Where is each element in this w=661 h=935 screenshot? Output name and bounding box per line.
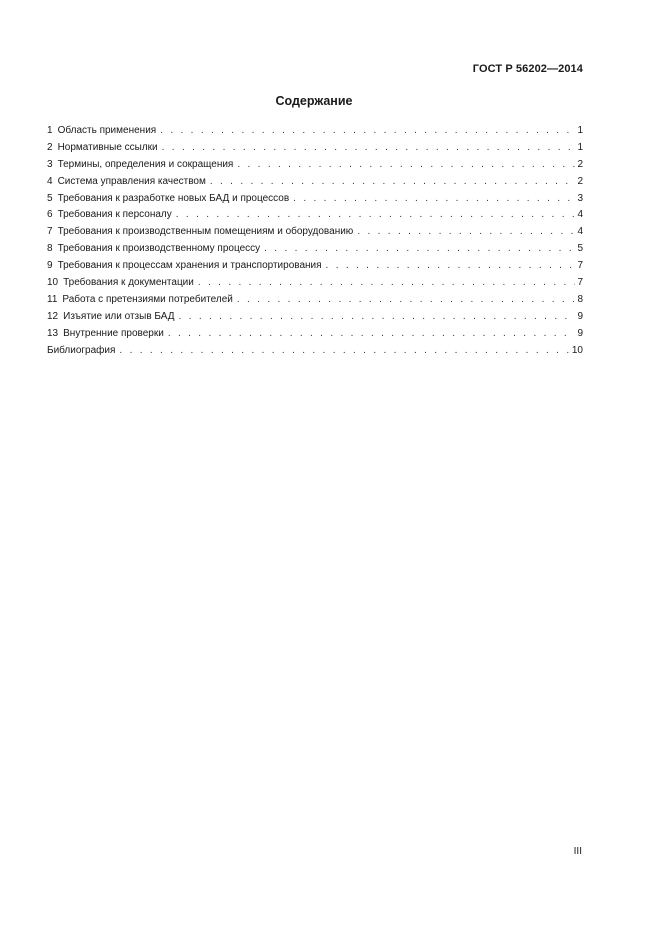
toc-entry[interactable] (47, 209, 583, 226)
toc-leader-dots (357, 226, 575, 238)
toc-entry[interactable] (47, 159, 583, 176)
toc-entry-title: Внутренние проверки (63, 327, 164, 339)
toc-entry-page: 1 (577, 125, 583, 136)
toc-entry-page: 3 (577, 192, 583, 204)
toc-entry-number: 12 (47, 310, 59, 322)
page-number: III (573, 846, 582, 857)
toc-entry-page: 4 (577, 209, 583, 221)
toc-entry[interactable] (47, 294, 583, 311)
toc-leader-dots (198, 277, 576, 289)
toc-entry[interactable] (47, 125, 583, 142)
toc-entry-page: 7 (577, 260, 583, 272)
toc-leader-dots (237, 294, 576, 306)
toc-leader-dots (176, 209, 576, 221)
toc-entry-number: 2 (47, 141, 53, 153)
table-of-contents (47, 125, 583, 361)
toc-leader-dots (264, 243, 575, 255)
toc-entry-number: 13 (47, 327, 59, 339)
toc-entry-page: 10 (571, 344, 583, 356)
toc-entry-title: Требования к производственным помещениям и оборудованию (57, 226, 354, 238)
toc-entry-number: 6 (47, 209, 53, 221)
toc-entry-number: 8 (47, 243, 53, 255)
toc-entry-number: 7 (47, 226, 53, 238)
toc-entry[interactable] (47, 243, 583, 260)
toc-entry-page: 1 (577, 141, 583, 153)
toc-entry[interactable] (47, 260, 583, 277)
toc-leader-dots (210, 176, 576, 188)
toc-leader-dots (293, 193, 575, 205)
toc-leader-dots (237, 159, 575, 171)
toc-entry-title: Изъятие или отзыв БАД (63, 310, 175, 322)
toc-entry-title: Требования к процессам хранения и транспортирования (57, 260, 322, 272)
toc-entry-page: 5 (577, 243, 583, 255)
toc-leader-dots (160, 125, 575, 137)
toc-entry-number: 9 (47, 260, 53, 272)
toc-entry-page: 2 (577, 158, 583, 170)
toc-leader-dots (119, 345, 569, 357)
toc-leader-dots (179, 311, 576, 323)
toc-entry-page: 8 (577, 293, 583, 305)
toc-entry[interactable] (47, 193, 583, 210)
toc-entry-number: 11 (47, 293, 58, 305)
toc-title: Содержание (275, 94, 353, 108)
toc-entry[interactable] (47, 176, 583, 193)
toc-entry-page: 2 (577, 175, 583, 187)
toc-entry-title: Работа с претензиями потребителей (62, 293, 233, 305)
toc-entry-title: Требования к производственному процессу (57, 243, 261, 255)
toc-entry-bibliography[interactable] (47, 345, 583, 362)
toc-entry[interactable] (47, 226, 583, 243)
toc-entry-number: 4 (47, 175, 53, 187)
toc-entry-number: 3 (47, 158, 53, 170)
toc-entry-number: 5 (47, 192, 53, 204)
toc-entry[interactable] (47, 277, 583, 294)
toc-entry-title: Область применения (57, 125, 157, 136)
toc-entry-page: 7 (577, 277, 583, 289)
toc-entry-title: Требования к документации (63, 277, 194, 289)
toc-entry-title: Требования к персоналу (57, 209, 172, 221)
toc-entry-title: Термины, определения и сокращения (57, 158, 234, 170)
toc-leader-dots (162, 142, 576, 154)
toc-entry-title: Нормативные ссылки (57, 141, 158, 153)
toc-entry-title: Система управления качеством (57, 175, 206, 187)
toc-entry-page: 4 (577, 226, 583, 238)
toc-entry[interactable] (47, 142, 583, 159)
toc-leader-dots (326, 260, 576, 272)
toc-entry-number: 10 (47, 277, 59, 289)
toc-entry-page: 9 (577, 310, 583, 322)
toc-leader-dots (168, 328, 576, 340)
document-id: ГОСТ Р 56202—2014 (472, 63, 583, 75)
toc-entry-title: Требования к разработке новых БАД и процессов (57, 192, 290, 204)
toc-entry[interactable] (47, 311, 583, 328)
toc-entry-number: 1 (47, 125, 53, 136)
toc-entry-title: Библиография (47, 344, 116, 356)
toc-entry-page: 9 (577, 327, 583, 339)
toc-entry[interactable] (47, 328, 583, 345)
